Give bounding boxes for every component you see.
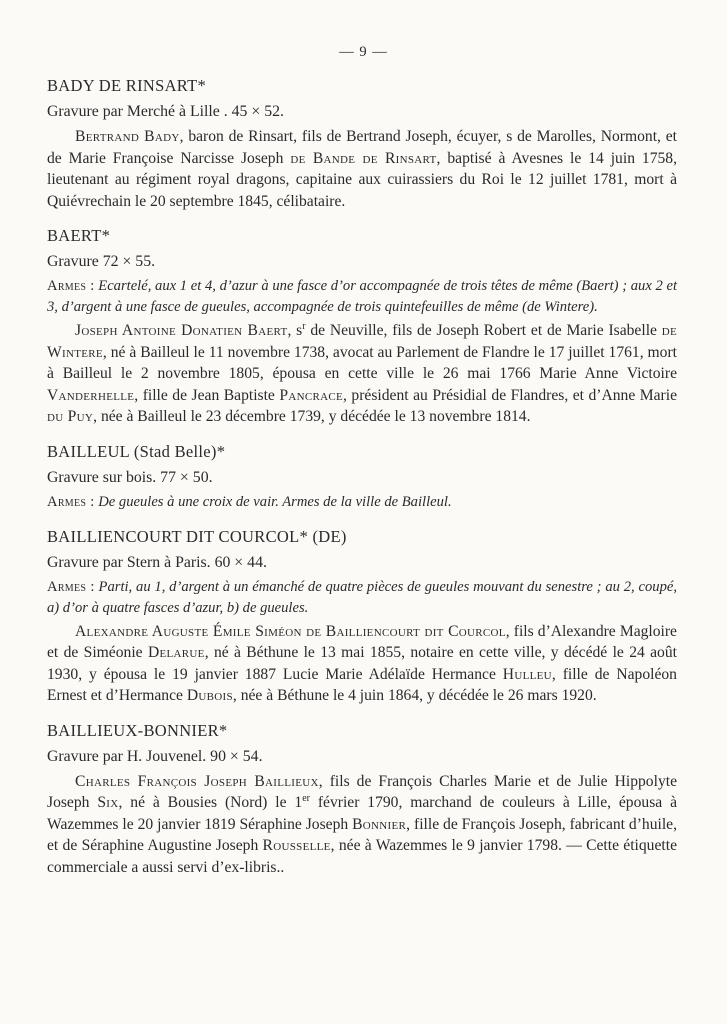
person-name: Delarue [147, 644, 205, 661]
page-number: — 9 — [339, 44, 388, 60]
entry-gravure: Gravure sur bois. 77 × 50. [47, 468, 213, 486]
entry-armes [47, 577, 677, 619]
person-name: de Bande de Rinsart [290, 149, 437, 167]
entry-title: BAERT* [47, 226, 111, 245]
entry-baert [47, 225, 677, 428]
entry-bailleul [47, 441, 677, 513]
armes-label: Armes : [47, 278, 95, 294]
person-name: Rousselle [262, 837, 331, 854]
entry-bailliencourt [47, 526, 677, 707]
person-name: Dubois [186, 687, 233, 704]
entry-biography: Alexandre Auguste Émile Siméon de Bailliencourt dit Courcol, fils d’Alexandre Magloire et de Siméonie Delarue, né à Béthune le 13 mai 1855, notaire en cette ville, y décédé le 24 août 1930, y épousa le 19 janvier 1887 Lucie Marie Adélaïde Hermance Hulleu, fille de Napoléon Ernest et d’Hermance Dubois, née à Béthune le 4 juin 1864, y décédée le 26 mars 1920. [47, 622, 677, 704]
entry-gravure: Gravure par Stern à Paris. 60 × 44. [47, 553, 267, 571]
entry-bady-de-rinsart [47, 75, 677, 212]
entry-title: BAILLIEUX-BONNIER* [47, 720, 228, 740]
entry-gravure: Gravure par H. Jouvenel. 90 × 54. [47, 747, 263, 765]
person-name: Vanderhelle [47, 386, 135, 404]
armes-text: De gueules à une croix de vair. Armes de la ville de Bailleul. [94, 493, 452, 510]
person-name: Joseph Antoine Donatien Baert [75, 322, 288, 339]
entry-gravure: Gravure par Merché à Lille . 45 × 52. [47, 103, 284, 120]
person-name: Charles François Joseph Baillieux [75, 772, 319, 790]
person-name: Hulleu [502, 665, 552, 683]
person-name: Pancrace [279, 386, 344, 404]
entry-armes [47, 276, 677, 318]
armes-text: Ecartelé, aux 1 et 4, d’azur à une fasce d’or accompagnée de trois têtes de même (Baert) ; aux 2 et 3, d’argent à une fasce de gueules, accompagnée de trois quintefeuilles de même (de Wintere). [47, 278, 677, 315]
person-name: Alexandre Auguste Émile Siméon de Bailliencourt dit Courcol [75, 622, 506, 640]
person-name: du Puy [47, 408, 94, 425]
entry-armes [47, 492, 677, 513]
entry-gravure: Gravure 72 × 55. [47, 253, 156, 270]
entry-title: BAILLEUL (Stad Belle)* [47, 441, 226, 461]
entry-biography: Charles François Joseph Baillieux, fils de François Charles Marie et de Julie Hippolyte Joseph Six, né à Bousies (Nord) le 1er février 1790, marchand de couleurs à Lille, épousa à Wazemmes le 20 janvier 1819 Séraphine Joseph Bonnier, fille de François Joseph, fabricant d’huile, et de Séraphine Augustine Joseph Rousselle, née à Wazemmes le 9 janvier 1798. — Cette étiquette commerciale a aussi servi d’ex-libris.. [47, 772, 677, 876]
entry-biography: Bertrand Bady, baron de Rinsart, fils de Bertrand Joseph, écuyer, s de Marolles, Normont, et de Marie Françoise Narcisse Joseph de Bande de Rinsart, baptisé à Avesnes le 14 juin 1758, lieutenant au régiment royal dragons, capitaine aux cuirassiers du Roi le 12 juillet 1781, mort à Quiévrechain le 20 septembre 1845, célibataire. [47, 128, 677, 210]
entry-baillieux-bonnier [47, 720, 677, 879]
person-name: Bonnier [352, 815, 407, 833]
document-body [47, 75, 677, 891]
entry-title: BAILLIENCOURT DIT COURCOL* (DE) [47, 526, 347, 546]
armes-label: Armes : [47, 493, 95, 510]
person-name: Six [97, 794, 119, 811]
person-name: de Wintere [47, 322, 677, 361]
armes-text: Parti, au 1, d’argent à un émanché de quatre pièces de gueules mouvant du senestre ; au 2, coupé, a) d’or à quatre fasces d’azur, b) de gueules. [47, 578, 678, 616]
entry-title: BADY DE RINSART* [47, 76, 207, 95]
entry-biography: Joseph Antoine Donatien Baert, $s^r$ de Neuville, fils de Joseph Robert et de Marie Isabelle de Wintere, né à Bailleul le 11 novembre 1738, avocat au Parlement de Flandre le 17 juillet 1761, mort à Bailleul le 2 novembre 1805, épousa en cette ville le 26 mai 1766 Marie Anne Victoire Vanderhelle, fille de Jean Baptiste Pancrace, président au Présidial de Flandres, et d’Anne Marie du Puy, née à Bailleul le 23 décembre 1739, y décédée le 13 novembre 1814. [47, 320, 677, 425]
person-name: Bertrand Bady [75, 128, 180, 145]
armes-label: Armes : [47, 578, 95, 595]
